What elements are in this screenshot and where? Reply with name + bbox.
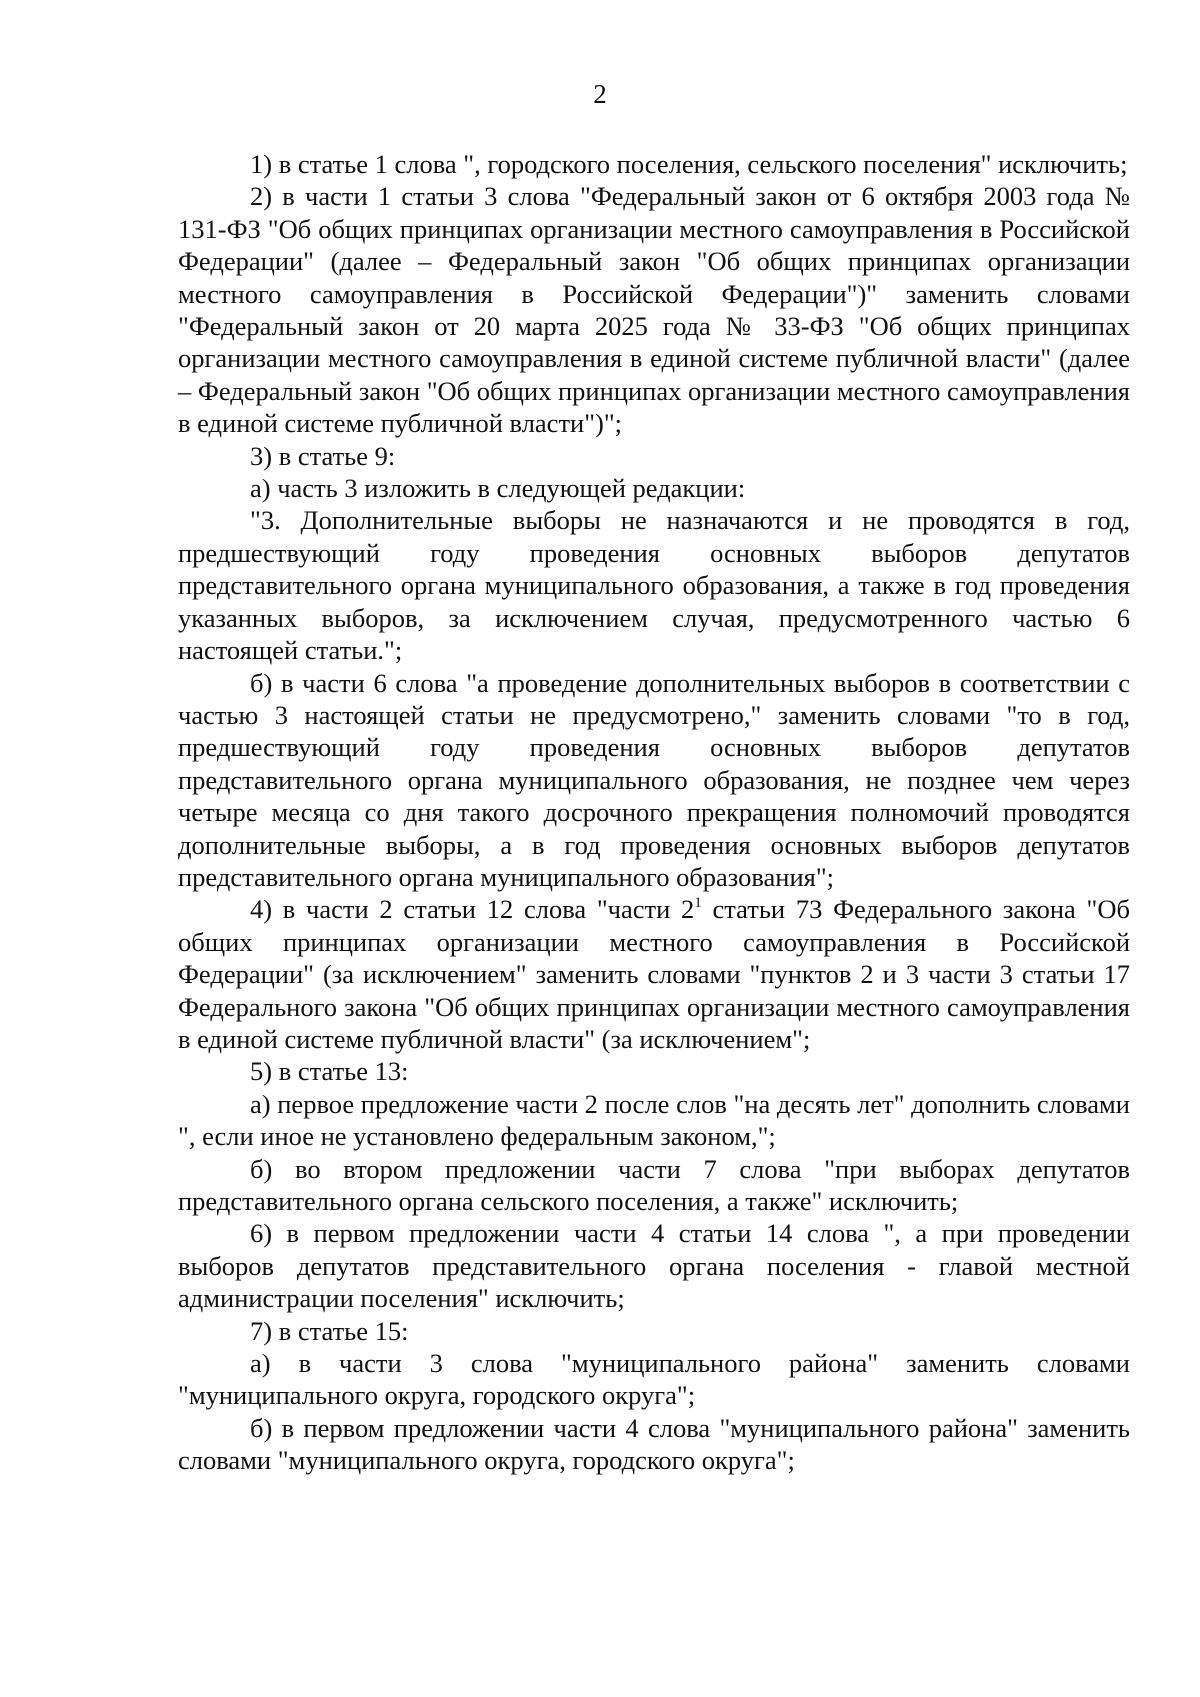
paragraph-7-start: 4) в части 2 статьи 12 слова "части 2 xyxy=(250,894,695,925)
paragraph-7 xyxy=(178,893,1130,1055)
paragraph-14: б) в первом предложении части 4 слова "муниципального района" заменить словами "муниципального округа, городского округа"; xyxy=(178,1412,1130,1476)
paragraph-2: 2) в части 1 статьи 3 слова "Федеральный закон от 6 октября 2003 года № 131-ФЗ "Об общих принципах организации местного самоуправления в Российской Федерации" (далее – Федеральный закон "Об общих принципах организации местного самоуправления в Российской Федерации")" заменить словами "Федеральный закон от 20 марта 2025 года № 33-ФЗ "Об общих принципах организации местного самоуправления в единой системе публичной власти" (далее – Федеральный закон "Об общих принципах организации местного самоуправления в единой системе публичной власти")"; xyxy=(178,181,1130,439)
paragraph-12: 7) в статье 15: xyxy=(250,1315,409,1346)
paragraph-1: 1) в статье 1 слова ", городского поселения, сельского поселения" исключить; xyxy=(250,149,1128,179)
paragraph-3: 3) в статье 9: xyxy=(250,440,396,471)
paragraph-10: б) во втором предложении части 7 слова "при выборах депутатов представительного органа сельского поселения, а также" исключить; xyxy=(178,1153,1130,1216)
paragraph-7-end: статьи 73 Федерального закона "Об общих принципах организации местного самоуправления в Российской Федерации" (за исключением" заменить словами "пунктов 2 и 3 части 3 статьи 17 Федерального закона "Об общих принципах организации местного самоуправления в единой системе публичной власти" (за исключением"; xyxy=(178,894,1130,1054)
document-body xyxy=(178,148,1130,1477)
superscript-mark: 1 xyxy=(694,895,702,912)
paragraph-13: а) в части 3 слова "муниципального района" заменить словами "муниципального округа, городского округа"; xyxy=(178,1348,1130,1411)
page-number: 2 xyxy=(593,79,607,109)
paragraph-9: а) первое предложение части 2 после слов "на десять лет" дополнить словами ", если иное не установлено федеральным законом,"; xyxy=(178,1088,1130,1152)
paragraph-5: "3. Дополнительные выборы не назначаются и не проводятся в год, предшествующий году проведения основных выборов депутатов представительного органа муниципального образования, а также в год проведения указанных выборов, за исключением случая, предусмотренного частью 6 настоящей статьи."; xyxy=(178,505,1130,666)
paragraph-8: 5) в статье 13: xyxy=(250,1056,409,1087)
paragraph-4: а) часть 3 изложить в следующей редакции: xyxy=(250,473,746,504)
paragraph-6: б) в части 6 слова "а проведение дополнительных выборов в соответствии с частью 3 настоящей статьи не предусмотрено," заменить словами "то в год, предшествующий году проведения основных выборов депутатов представительного органа муниципального образования, не позднее чем через четыре месяца со дня такого досрочного прекращения полномочий проводятся дополнительные выборы, а в год проведения основных выборов депутатов представительного органа муниципального образования"; xyxy=(178,667,1130,892)
paragraph-11: 6) в первом предложении части 4 статьи 14 слова ", а при проведении выборов депутатов представительного органа поселения - главой местной администрации поселения" исключить; xyxy=(178,1218,1130,1314)
